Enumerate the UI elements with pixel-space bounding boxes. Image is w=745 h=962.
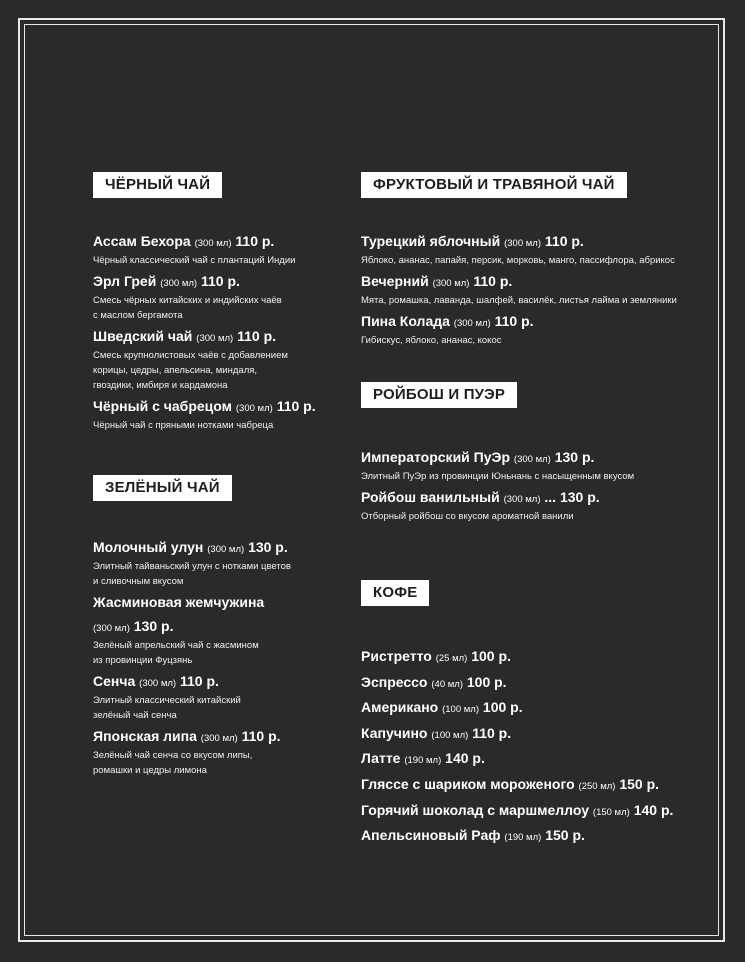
item-price: 140 р. (633, 801, 674, 818)
item-volume: (300 мл) (432, 278, 470, 289)
menu-item (93, 272, 353, 323)
item-price: 110 р. (276, 398, 316, 414)
item-description: и сливочным вкусом (93, 576, 184, 587)
item-description: Отборный ройбош со вкусом ароматной ванили (361, 511, 574, 522)
menu-item (93, 672, 353, 723)
section-rooibos (361, 382, 701, 408)
item-name: Молочный улун (93, 539, 204, 555)
item-price: 130 р. (133, 618, 174, 634)
black-tea-list (93, 232, 353, 433)
item-volume: (300 мл) (503, 494, 541, 505)
item-volume: (300 мл) (504, 238, 541, 249)
item-price: 110 р. (200, 273, 240, 289)
item-volume: (190 мл) (404, 755, 442, 767)
item-price: 110 р. (494, 313, 534, 329)
item-volume: (100 мл) (442, 704, 480, 716)
section-title-green-tea: ЗЕЛЁНЫЙ ЧАЙ (93, 475, 232, 501)
green-tea-list (93, 538, 353, 778)
menu-item (361, 696, 701, 722)
item-name: Латте (361, 750, 401, 767)
item-description: Элитный классический китайский (93, 695, 241, 706)
menu-item (361, 448, 701, 484)
menu-item (93, 538, 353, 589)
menu-item (361, 799, 701, 825)
item-volume: (300 мл) (207, 544, 245, 555)
item-volume: (25 мл) (435, 653, 468, 664)
item-description: корицы, цедры, апельсина, миндаля, (93, 365, 258, 376)
rooibos-list (361, 448, 701, 524)
item-price: 150 р. (619, 775, 660, 792)
item-description: зелёный чай сенча (93, 710, 177, 721)
item-price: 100 р. (482, 699, 523, 716)
section-title-black-tea: ЧЁРНЫЙ ЧАЙ (93, 172, 222, 198)
section-coffee (361, 580, 701, 606)
item-price: 110 р. (237, 328, 277, 344)
menu-item (93, 327, 353, 393)
menu-item (361, 671, 701, 697)
item-name: Эспрессо (361, 673, 428, 690)
item-name: Пина Колада (361, 313, 450, 329)
menu-item (93, 593, 353, 668)
item-name: Императорский ПуЭр (361, 449, 511, 465)
item-description: Чёрный чай с пряными нотками чабреца (93, 420, 274, 431)
section-green-tea (93, 475, 353, 501)
section-fruit-tea (361, 172, 701, 198)
item-volume: (300 мл) (139, 678, 177, 689)
item-price: 100 р. (466, 673, 507, 690)
item-volume: (300 мл) (194, 238, 232, 249)
menu-item (361, 747, 701, 773)
item-name: Эрл Грей (93, 273, 157, 289)
item-volume: (100 мл) (431, 729, 469, 741)
item-description: Гибискус, яблоко, ананас, кокос (361, 335, 502, 346)
item-volume: (300 мл) (235, 403, 273, 414)
item-description: из провинции Фуцзянь (93, 655, 193, 666)
item-description: Смесь чёрных китайских и индийских чаёв (93, 295, 282, 306)
item-description: ромашки и цедры лимона (93, 765, 207, 776)
item-price: 150 р. (545, 827, 585, 844)
item-name: Шведский чай (93, 328, 193, 344)
item-description: гвоздики, имбиря и кардамона (93, 380, 228, 391)
item-price: 110 р. (235, 233, 275, 249)
coffee-list (361, 645, 701, 850)
item-name: Ройбош ванильный (361, 489, 500, 505)
item-price: ... 130 р. (544, 489, 600, 505)
item-volume: (40 мл) (431, 678, 463, 690)
item-price: 100 р. (471, 648, 511, 664)
item-description: Чёрный классический чай с плантаций Индии (93, 255, 296, 266)
menu-item (361, 773, 701, 799)
item-description: Смесь крупнолистовых чаёв с добавлением (93, 350, 288, 361)
item-volume: (300 мл) (200, 733, 238, 744)
menu-item (361, 272, 701, 308)
section-title-rooibos: РОЙБОШ И ПУЭР (361, 382, 517, 408)
item-volume: (300 мл) (196, 333, 234, 344)
menu-item (361, 488, 701, 524)
item-name: Ассам Бехора (93, 233, 191, 249)
item-price: 130 р. (554, 449, 595, 465)
item-name: Вечерний (361, 273, 429, 289)
item-volume: (150 мл) (592, 806, 630, 818)
item-name: Ристретто (361, 648, 432, 664)
item-description: Зелёный чай сенча со вкусом липы, (93, 750, 253, 761)
item-name: Сенча (93, 673, 136, 689)
menu-item (361, 232, 701, 268)
item-volume: (250 мл) (578, 780, 616, 792)
item-name: Горячий шоколад с маршмеллоу (361, 801, 590, 818)
menu-item (361, 312, 701, 348)
item-description: Мята, ромашка, лаванда, шалфей, василёк, листья лайма и земляники (361, 295, 677, 306)
fruit-tea-list (361, 232, 701, 348)
item-name: Американо (361, 699, 439, 716)
item-description: Элитный ПуЭр из провинции Юньнань с насыщенным вкусом (361, 471, 635, 482)
item-price: 110 р. (179, 673, 219, 689)
item-price: 110 р. (241, 728, 281, 744)
item-name: Гляссе с шариком мороженого (361, 775, 575, 792)
menu-item (361, 722, 701, 748)
menu-item (361, 645, 701, 671)
item-description: Элитный тайваньский улун с нотками цветов (93, 561, 291, 572)
item-name: Апельсиновый Раф (361, 827, 501, 844)
item-volume: (300 мл) (93, 623, 130, 634)
item-volume: (300 мл) (513, 454, 551, 465)
item-description: Яблоко, ананас, папайя, персик, морковь, манго, пассифлора, абрикос (361, 255, 675, 266)
item-price: 110 р. (473, 273, 513, 289)
menu-item (93, 232, 353, 268)
item-volume: (190 мл) (504, 832, 542, 844)
item-price: 130 р. (248, 539, 288, 555)
section-black-tea (93, 172, 353, 198)
menu-item (361, 824, 701, 850)
item-volume: (300 мл) (453, 318, 491, 329)
section-title-coffee: КОФЕ (361, 580, 429, 606)
item-description: с маслом бергамота (93, 310, 183, 321)
item-volume: (300 мл) (160, 278, 198, 289)
item-name: Чёрный с чабрецом (93, 398, 232, 414)
item-name: Японская липа (93, 728, 197, 744)
section-title-fruit-tea: ФРУКТОВЫЙ И ТРАВЯНОЙ ЧАЙ (361, 172, 627, 198)
item-price: 140 р. (445, 750, 485, 767)
item-price: 110 р. (472, 724, 512, 741)
menu-item (93, 397, 353, 433)
item-description: Зелёный апрельский чай с жасмином (93, 640, 259, 651)
item-price: 110 р. (544, 233, 584, 249)
item-name: Жасминовая жемчужина (93, 594, 265, 610)
menu-item (93, 727, 353, 778)
item-name: Турецкий яблочный (361, 233, 501, 249)
item-name: Капучино (361, 724, 428, 741)
